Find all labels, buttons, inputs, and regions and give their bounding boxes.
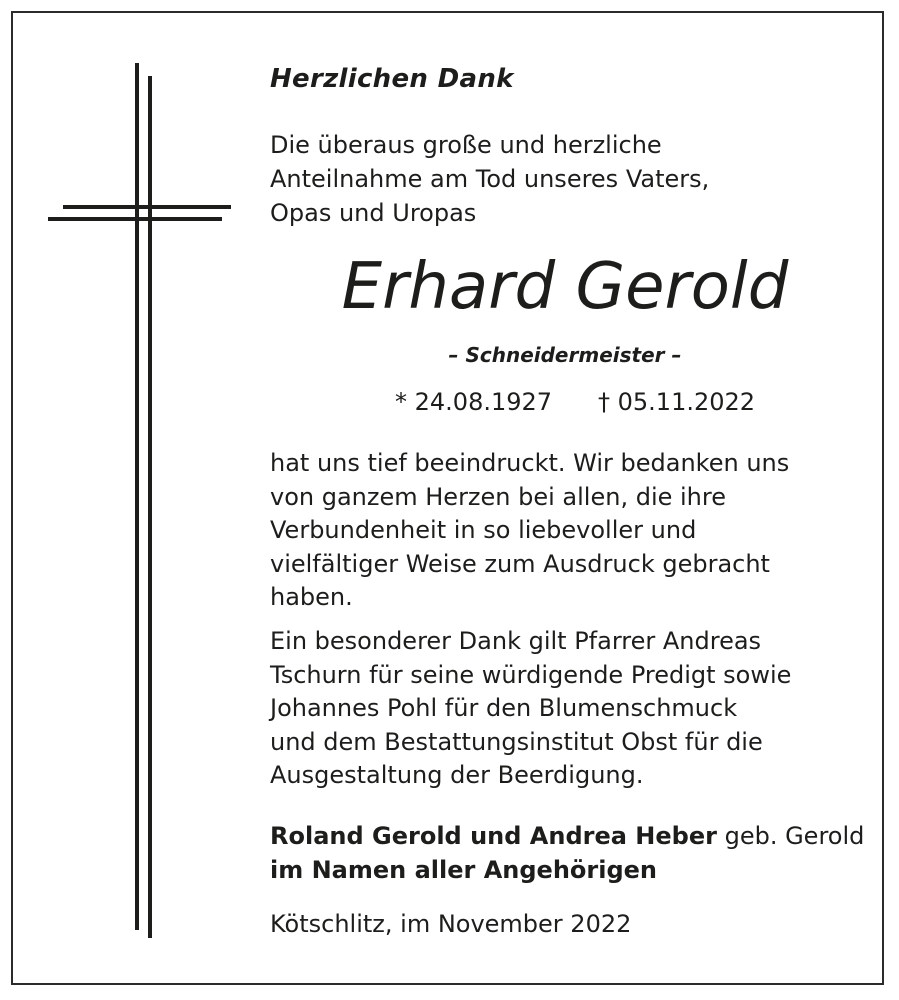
- paragraph-line: von ganzem Herzen bei allen, die ihre: [270, 482, 726, 511]
- signature-relatives: im Namen aller Angehörigen: [270, 855, 658, 884]
- paragraph-line: haben.: [270, 583, 353, 611]
- thanks-paragraph: [270, 447, 789, 615]
- paragraph-line: Verbundenheit in so liebevoller und: [270, 516, 697, 544]
- paragraph-line: und dem Bestattungsinstitut Obst für die: [270, 727, 763, 756]
- heading: Herzlichen Dank: [270, 64, 514, 94]
- place-date: Kötschlitz, im November 2022: [270, 910, 632, 938]
- paragraph-line: Tschurn für seine würdigende Predigt sowie: [270, 660, 792, 689]
- birth-date: * 24.08.1927: [395, 388, 553, 416]
- signature: [270, 820, 864, 887]
- paragraph-line: Ein besonderer Dank gilt Pfarrer Andreas: [270, 627, 762, 655]
- special-thanks-paragraph: [270, 625, 791, 793]
- intro-line: Opas und Uropas: [270, 199, 477, 227]
- deceased-name: Erhard Gerold: [341, 250, 789, 324]
- paragraph-line: vielfältiger Weise zum Ausdruck gebracht: [270, 549, 770, 578]
- signature-line: [270, 820, 864, 854]
- paragraph-line: hat uns tief beeindruckt. Wir bedanken uns: [270, 449, 790, 477]
- intro-line: Anteilnahme am Tod unseres Vaters,: [270, 165, 710, 193]
- paragraph-line: Ausgestaltung der Beerdigung.: [270, 761, 644, 789]
- signature-suffix: geb. Gerold: [716, 822, 865, 850]
- signature-line: [270, 854, 864, 888]
- signature-names: Roland Gerold und Andrea Heber: [270, 822, 717, 850]
- paragraph-line: Johannes Pohl für den Blumenschmuck: [270, 694, 738, 722]
- intro-text: [270, 128, 709, 230]
- deceased-profession: – Schneidermeister –: [448, 343, 682, 367]
- death-date: † 05.11.2022: [598, 388, 756, 416]
- intro-line: Die überaus große und herzliche: [270, 131, 662, 159]
